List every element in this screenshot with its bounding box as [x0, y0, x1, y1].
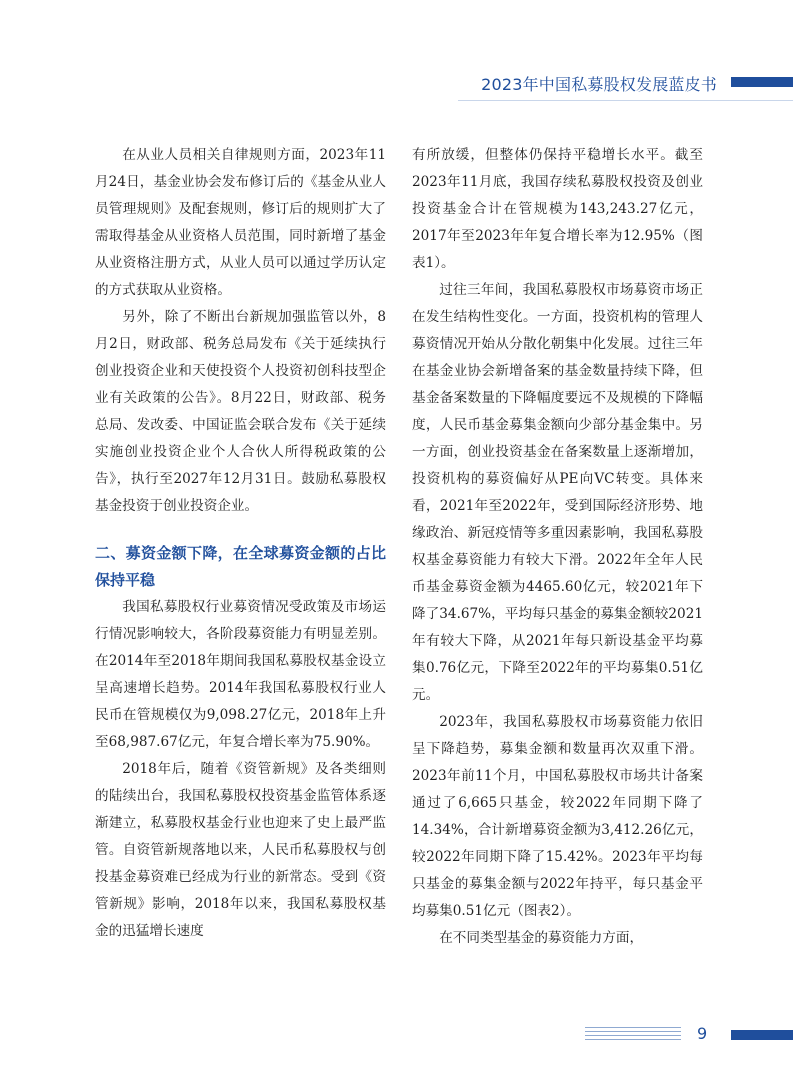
- header-accent-bar: [731, 77, 793, 87]
- paragraph: 另外，除了不断出台新规加强监管以外，8月2日，财政部、税务总局发布《关于延续执行创业投资企业和天使投资个人投资初创科技型企业有关政策的公告》。8月22日，财政部、税务总局、发改委、中国证监会联合发布《关于延续实施创业投资企业个人合伙人所得税政策的公告》，执行至2027年12月31日。鼓励私募股权基金投资于创业投资企业。: [95, 309, 386, 514]
- section-heading: 二、募资金额下降，在全球募资金额的占比保持平稳: [95, 544, 386, 589]
- left-column: [95, 142, 386, 945]
- paragraph: 2023年，我国私募股权市场募资能力依旧呈下降趋势，募集金额和数量再次双重下滑。2023年前11个月，中国私募股权市场共计备案通过了6,665只基金，较2022年同期下降了14.34%，合计新增募资金额为3,412.26亿元，较2022年同期下降了15.42%。2023年平均每只基金的募集金额与2022年持平，每只基金平均募集0.51亿元（图表2）。: [412, 714, 703, 919]
- page-number: 9: [697, 1024, 708, 1043]
- paragraph: 在不同类型基金的募资能力方面，: [439, 930, 644, 946]
- footer-decorative-lines: [585, 1027, 681, 1043]
- paragraph: 过往三年间，我国私募股权市场募资市场正在发生结构性变化。一方面，投资机构的管理人募资情况开始从分散化朝集中化发展。过往三年在基金业协会新增备案的基金数量持续下降，但基金备案数量的下降幅度要远不及规模的下降幅度，人民币基金募集金额向少部分基金集中。另一方面，创业投资基金在备案数量上逐渐增加，投资机构的募资偏好从PE向VC转变。具体来看，2021年至2022年，受到国际经济形势、地缘政治、新冠疫情等多重因素影响，我国私募股权基金募资能力有较大下滑。2022年全年人民币基金募资金额为4465.60亿元，较2021年下降了34.67%，平均每只基金的募集金额较2021年有较大下降，从2021年每只新设基金平均募集0.76亿元，下降至2022年的平均募集0.51亿元。: [412, 282, 703, 703]
- paragraph: 2018年后，随着《资管新规》及各类细则的陆续出台，我国私募股权投资基金监管体系逐渐建立，私募股权基金行业也迎来了史上最严监管。自资管新规落地以来，人民币私募股权与创投基金募资难已经成为行业的新常态。受到《资管新规》影响，2018年以来，我国私募股权基金的迅猛增长速度: [95, 761, 386, 939]
- footer-accent-bar: [731, 1030, 793, 1040]
- paragraph: 我国私募股权行业募资情况受政策及市场运行情况影响较大，各阶段募资能力有明显差别。在2014年至2018年期间我国私募股权基金设立呈高速增长趋势。2014年我国私募股权行业人民币在管规模仅为9,098.27亿元，2018年上升至68,987.67亿元，年复合增长率为75.90%。: [95, 599, 386, 750]
- paragraph: 在从业人员相关自律规则方面，2023年11月24日，基金业协会发布修订后的《基金从业人员管理规则》及配套规则，修订后的规则扩大了需取得基金从业资格人员范围，同时新增了基金从业资格注册方式，从业人员可以通过学历认定的方式获取从业资格。: [95, 147, 386, 298]
- running-header-title: 2023年中国私募股权发展蓝皮书: [481, 75, 717, 94]
- paragraph: 有所放缓，但整体仍保持平稳增长水平。截至2023年11月底，我国存续私募股权投资及创业投资基金合计在管规模为143,243.27亿元，2017年至2023年年复合增长率为12.95%（图表1）。: [412, 147, 703, 271]
- right-column: [412, 142, 703, 952]
- header-divider: [458, 100, 793, 101]
